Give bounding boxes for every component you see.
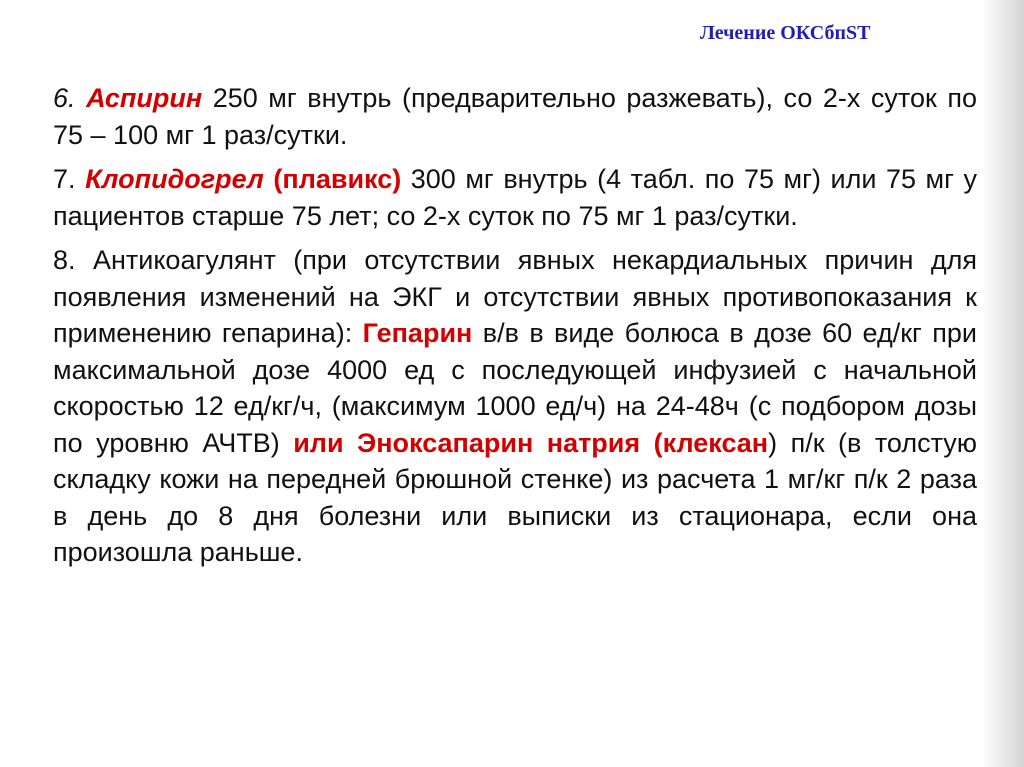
aspirin-text: 250 мг внутрь (предварительно разжевать), со 2-х суток по 75 – 100 мг 1 раз/сутки. [53, 83, 977, 150]
heparin-text: в/в в виде болюса в дозе 60 ед/кг при максимальной дозе 4000 ед с последующей инфузией с начальной скоростью 12 ед/кг/ч, (максимум 1000 ед/ч) на 24-48ч (с подбором дозы по уровню АЧТВ) [53, 318, 977, 458]
slide-edge-shadow [982, 0, 1024, 767]
item-number-7: 7. [53, 164, 86, 194]
drug-clopidogrel: Клопидогрел [85, 164, 264, 194]
slide-title: Лечение ОКСбпST [700, 22, 871, 44]
drug-aspirin: Аспирин [86, 83, 203, 113]
drug-enoxaparin: или Эноксапарин натрия (клексан [293, 427, 769, 458]
clopidogrel-text: 300 мг внутрь (4 табл. по 75 мг) или 75 мг у пациентов старше 75 лет; со 2-х суток по 75 мг 1 раз/сутки. [53, 164, 977, 231]
slide-body [53, 80, 977, 579]
drug-heparin: Гепарин [362, 318, 473, 348]
anticoagulant-intro: 8. Антикоагулянт (при отсутствии явных некардиальных причин для появления изменений на ЭКГ и отсутствии явных противопоказания к применению гепарина): [53, 245, 977, 348]
enoxaparin-text: ) п/к (в толстую складку кожи на передней брюшной стенке) из расчета 1 мг/кг п/к 2 раза в день до 8 дня болезни или выписки из стационара, если она произошла раньше. [53, 427, 977, 567]
paragraph-aspirin [53, 80, 977, 153]
clopidogrel-space [264, 164, 274, 194]
paragraph-anticoagulant [53, 242, 977, 571]
drug-plavix: (плавикс) [273, 164, 402, 194]
item-number-6: 6. [53, 83, 87, 113]
paragraph-clopidogrel [53, 161, 977, 234]
